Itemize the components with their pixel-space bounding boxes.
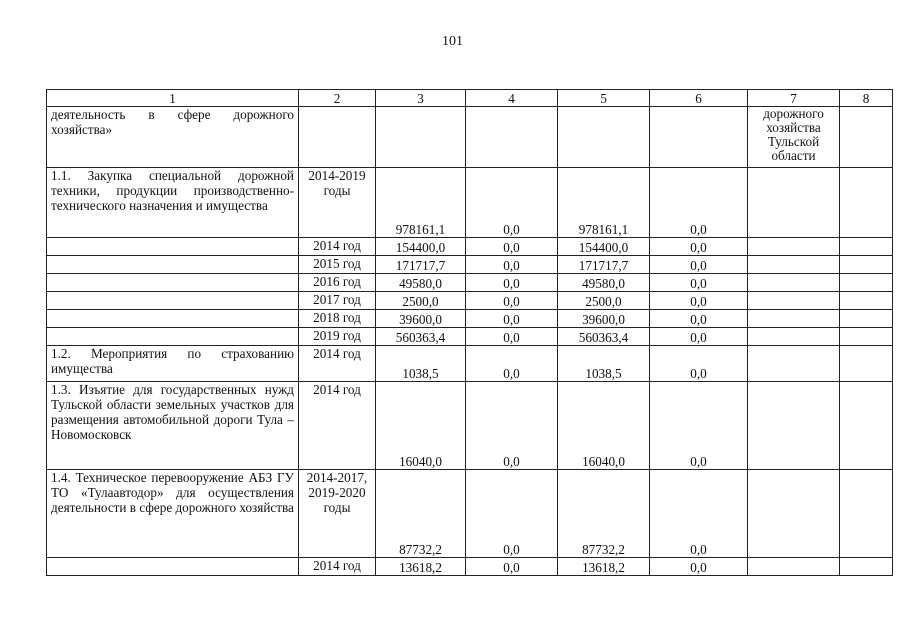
regional-value: 49580,0 bbox=[558, 274, 650, 292]
federal-value: 0,0 bbox=[466, 168, 558, 238]
federal-value: 0,0 bbox=[466, 292, 558, 310]
other-value: 0,0 bbox=[650, 256, 748, 274]
table-row bbox=[47, 558, 893, 576]
item-name bbox=[47, 310, 299, 328]
table-row bbox=[47, 168, 893, 238]
period: 2014-2017, 2019-2020 годы bbox=[299, 470, 376, 558]
federal-value: 0,0 bbox=[466, 274, 558, 292]
federal-value: 0,0 bbox=[466, 328, 558, 346]
federal-value: 0,0 bbox=[466, 310, 558, 328]
other-value: 0,0 bbox=[650, 346, 748, 382]
federal-value: 0,0 bbox=[466, 238, 558, 256]
item-name bbox=[47, 274, 299, 292]
header-col-3: 3 bbox=[376, 90, 466, 107]
header-col-1: 1 bbox=[47, 90, 299, 107]
federal-value: 0,0 bbox=[466, 256, 558, 274]
header-row bbox=[47, 90, 893, 107]
continuation-row bbox=[47, 107, 893, 168]
table-row bbox=[47, 382, 893, 470]
total-value: 1038,5 bbox=[376, 346, 466, 382]
header-col-4: 4 bbox=[466, 90, 558, 107]
header-col-2: 2 bbox=[299, 90, 376, 107]
other-value: 0,0 bbox=[650, 558, 748, 576]
other-value: 0,0 bbox=[650, 382, 748, 470]
federal-value: 0,0 bbox=[466, 470, 558, 558]
other-value: 0,0 bbox=[650, 470, 748, 558]
header-col-6: 6 bbox=[650, 90, 748, 107]
table-row bbox=[47, 310, 893, 328]
item-name bbox=[47, 238, 299, 256]
header-col-7: 7 bbox=[748, 90, 840, 107]
period: 2014 год bbox=[299, 558, 376, 576]
regional-value: 16040,0 bbox=[558, 382, 650, 470]
other-value: 0,0 bbox=[650, 292, 748, 310]
continuation-text: деятельность в сфере дорожного хозяйства» bbox=[47, 107, 299, 168]
total-value: 560363,4 bbox=[376, 328, 466, 346]
table-row bbox=[47, 328, 893, 346]
period: 2014 год bbox=[299, 238, 376, 256]
total-value: 49580,0 bbox=[376, 274, 466, 292]
item-name: 1.2. Мероприятия по страхованию имущества bbox=[47, 346, 299, 382]
table-row bbox=[47, 256, 893, 274]
period: 2019 год bbox=[299, 328, 376, 346]
regional-value: 154400,0 bbox=[558, 238, 650, 256]
period: 2016 год bbox=[299, 274, 376, 292]
continuation-col7: дорожного хозяйства Тульской области bbox=[748, 107, 840, 168]
regional-value: 87732,2 bbox=[558, 470, 650, 558]
header-col-8: 8 bbox=[840, 90, 893, 107]
item-name bbox=[47, 256, 299, 274]
period: 2015 год bbox=[299, 256, 376, 274]
total-value: 39600,0 bbox=[376, 310, 466, 328]
total-value: 16040,0 bbox=[376, 382, 466, 470]
item-name: 1.4. Техническое перевооружение АБЗ ГУ ТО «Тулаавтодор» для осуществления деятельности в сфере дорожного хозяйства bbox=[47, 470, 299, 558]
other-value: 0,0 bbox=[650, 238, 748, 256]
regional-value: 13618,2 bbox=[558, 558, 650, 576]
period: 2017 год bbox=[299, 292, 376, 310]
regional-value: 560363,4 bbox=[558, 328, 650, 346]
item-name bbox=[47, 292, 299, 310]
total-value: 978161,1 bbox=[376, 168, 466, 238]
other-value: 0,0 bbox=[650, 168, 748, 238]
total-value: 13618,2 bbox=[376, 558, 466, 576]
table-row bbox=[47, 292, 893, 310]
period: 2014 год bbox=[299, 346, 376, 382]
period: 2014-2019 годы bbox=[299, 168, 376, 238]
total-value: 87732,2 bbox=[376, 470, 466, 558]
header-col-5: 5 bbox=[558, 90, 650, 107]
regional-value: 39600,0 bbox=[558, 310, 650, 328]
item-name bbox=[47, 558, 299, 576]
regional-value: 1038,5 bbox=[558, 346, 650, 382]
regional-value: 171717,7 bbox=[558, 256, 650, 274]
other-value: 0,0 bbox=[650, 310, 748, 328]
regional-value: 978161,1 bbox=[558, 168, 650, 238]
total-value: 171717,7 bbox=[376, 256, 466, 274]
table-row bbox=[47, 274, 893, 292]
total-value: 154400,0 bbox=[376, 238, 466, 256]
federal-value: 0,0 bbox=[466, 346, 558, 382]
item-name bbox=[47, 328, 299, 346]
table-row bbox=[47, 470, 893, 558]
budget-table bbox=[46, 89, 893, 576]
period: 2014 год bbox=[299, 382, 376, 470]
page-number: 101 bbox=[442, 34, 463, 49]
period: 2018 год bbox=[299, 310, 376, 328]
item-name: 1.1. Закупка специальной дорожной техники, продукции производственно-технического назначения и имущества bbox=[47, 168, 299, 238]
table-row bbox=[47, 346, 893, 382]
federal-value: 0,0 bbox=[466, 382, 558, 470]
regional-value: 2500,0 bbox=[558, 292, 650, 310]
federal-value: 0,0 bbox=[466, 558, 558, 576]
item-name: 1.3. Изъятие для государственных нужд Тульской области земельных участков для размещения автомобильной дороги Тула – Новомосковск bbox=[47, 382, 299, 470]
other-value: 0,0 bbox=[650, 274, 748, 292]
total-value: 2500,0 bbox=[376, 292, 466, 310]
table-row bbox=[47, 238, 893, 256]
other-value: 0,0 bbox=[650, 328, 748, 346]
